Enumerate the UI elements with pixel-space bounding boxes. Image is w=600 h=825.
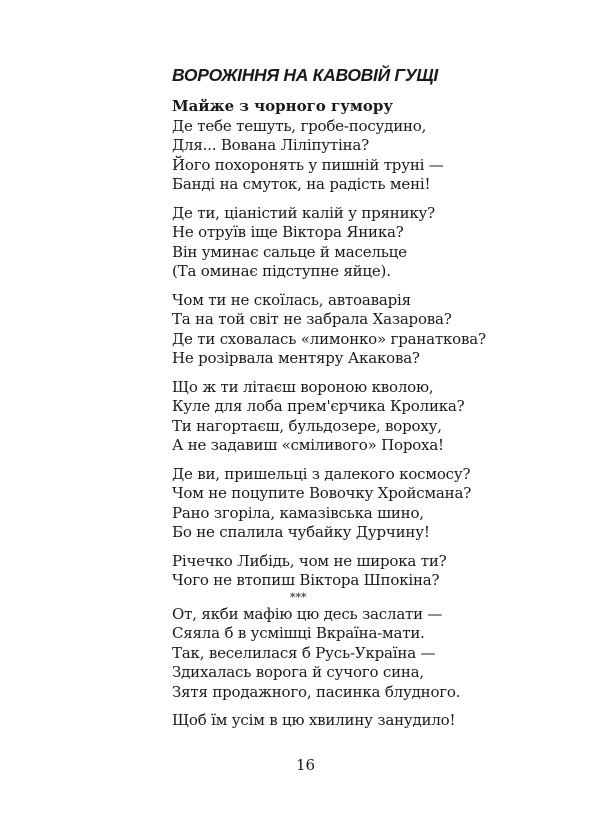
poem-line: Здихалась ворога й сучого сина, — [172, 663, 424, 681]
section-separator: *** — [290, 590, 307, 604]
poem-line: От, якби мафію цю десь заслати — — [172, 604, 443, 623]
poem-subtitle: Майже з чорного гумору — [172, 97, 393, 115]
poem-line: Зятя продажного, пасинка блудного. — [172, 682, 461, 701]
poem-line: Куле для лоба прем'єрчика Кролика? — [172, 397, 465, 415]
poem-line: Для... Вована Ліліпутіна? — [172, 136, 369, 154]
stanza — [172, 605, 532, 703]
poem-line: Його похоронять у пишній труні — — [172, 155, 444, 174]
poem-line: Так, веселилася б Русь-Україна — — [172, 643, 436, 662]
poem-line: Де ти сховалась «лимонко» гранаткова? — [172, 329, 486, 348]
poem-line: Річечко Либідь, чом не широка ти? — [172, 551, 447, 570]
poem-line: Чого не втопиш Віктора Шпокіна? — [172, 571, 440, 589]
stanza — [172, 291, 532, 369]
poem-line: Він уминає сальце й масельце — [172, 242, 407, 261]
poem-title: ВОРОЖІННЯ НА КАВОВІЙ ГУЩІ — [172, 65, 438, 85]
poem-line: Банді на смуток, на радість мені! — [172, 175, 431, 193]
poem-line: Не розірвала ментяру Акакова? — [172, 349, 420, 367]
poem-line: Де тебе тешуть, гробе-посудино, — [172, 116, 427, 135]
poem-line: Сяяла б в усмішці Вкраїна-мати. — [172, 624, 425, 642]
poem-line: Не отруїв іще Віктора Яника? — [172, 223, 404, 241]
poem-line: Рано згоріла, камазівська шино, — [172, 503, 424, 522]
poem-line: Що ж ти літаєш вороною кволою, — [172, 377, 434, 396]
stanza — [172, 204, 532, 282]
stanza — [172, 117, 532, 195]
poem-line: Бо не спалила чубайку Дурчину! — [172, 523, 430, 541]
poem-line: Ти нагортаєш, бульдозере, вороху, — [172, 416, 442, 435]
poem-line: (Та оминає підступне яйце). — [172, 262, 391, 280]
poem-line: А не задавиш «сміливого» Пороха! — [172, 436, 444, 454]
stanza — [172, 465, 532, 543]
stanza — [172, 378, 532, 456]
poem-line: Та на той світ не забрала Хазарова? — [172, 310, 452, 328]
stanza — [172, 552, 532, 591]
stanzas-part-1 — [172, 117, 532, 591]
poem-line: Чом не поцупите Вовочку Хройсмана? — [172, 484, 472, 502]
poem-page — [172, 64, 532, 740]
stanza — [172, 711, 532, 731]
page-number: 16 — [296, 756, 316, 774]
poem-line: Де ви, пришельці з далекого космосу? — [172, 464, 471, 483]
poem-line: Де ти, ціаністий калій у прянику? — [172, 203, 436, 222]
stanzas-part-2 — [172, 605, 532, 731]
poem-line: Чом ти не скоїлась, автоаварія — [172, 290, 411, 309]
poem-line: Щоб їм усім в цю хвилину занудило! — [172, 711, 456, 729]
